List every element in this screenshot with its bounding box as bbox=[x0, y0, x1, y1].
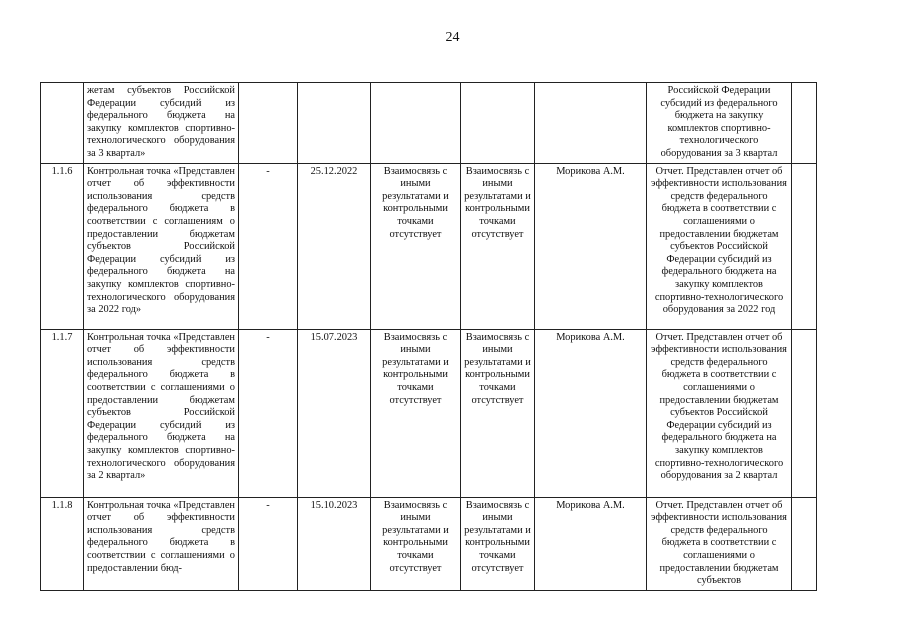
row-relation-1 bbox=[371, 83, 461, 164]
row-description: жетам субъектов Российской Федерации субсидий из федерального бюджета на закупку комплектов спортивно-технологического оборудования за 3 квартал» bbox=[84, 83, 239, 164]
row-date: 15.07.2023 bbox=[298, 329, 371, 497]
page-number: 24 bbox=[445, 30, 460, 45]
row-relation-1: Взаимосвязь с иными результатами и контрольными точками отсутствует bbox=[371, 163, 461, 329]
table-row bbox=[41, 83, 817, 164]
row-responsible bbox=[535, 83, 647, 164]
row-extra bbox=[792, 83, 817, 164]
row-extra bbox=[792, 329, 817, 497]
row-relation-1: Взаимосвязь с иными результатами и контрольными точками отсутствует bbox=[371, 497, 461, 590]
row-date: 25.12.2022 bbox=[298, 163, 371, 329]
row-number: 1.1.7 bbox=[41, 329, 84, 497]
row-base-value: - bbox=[239, 329, 298, 497]
control-points-table bbox=[40, 82, 817, 591]
row-base-value: - bbox=[239, 163, 298, 329]
row-document: Отчет. Представлен отчет об эффективности использования средств федерального бюджета в соответствии с соглашениями о предоставлении бюджетам субъектов Российской Федерации субсидий из федерального бюджета на закупку комплектов спортивно-технологического оборудования за 2022 год bbox=[647, 163, 792, 329]
row-relation-2: Взаимосвязь с иными результатами и контрольными точками отсутствует bbox=[461, 329, 535, 497]
row-relation-1: Взаимосвязь с иными результатами и контрольными точками отсутствует bbox=[371, 329, 461, 497]
row-extra bbox=[792, 163, 817, 329]
row-document: Отчет. Представлен отчет об эффективности использования средств федерального бюджета в соответствии с соглашениями о предоставлении бюджетам субъектов bbox=[647, 497, 792, 590]
row-relation-2 bbox=[461, 83, 535, 164]
row-number bbox=[41, 83, 84, 164]
row-base-value: - bbox=[239, 497, 298, 590]
table-row bbox=[41, 497, 817, 590]
row-document: Российской Федерации субсидий из федерального бюджета на закупку комплектов спортивно-технологического оборудования за 3 квартал bbox=[647, 83, 792, 164]
row-date: 15.10.2023 bbox=[298, 497, 371, 590]
table-row bbox=[41, 329, 817, 497]
row-number: 1.1.6 bbox=[41, 163, 84, 329]
row-responsible: Морикова А.М. bbox=[535, 497, 647, 590]
table-row bbox=[41, 163, 817, 329]
row-responsible: Морикова А.М. bbox=[535, 329, 647, 497]
row-number: 1.1.8 bbox=[41, 497, 84, 590]
row-extra bbox=[792, 497, 817, 590]
row-description: Контрольная точка «Представлен отчет об эффективности использования средств федерального бюджета в соответствии с соглашениями о предоставлении бюд- bbox=[84, 497, 239, 590]
row-description: Контрольная точка «Представлен отчет об эффективности использования средств федерального бюджета в соответствии с соглашениями о предоставлении бюджетам субъектов Российской Федерации субсидий из федерального бюджета на закупку комплектов спортивно-технологического оборудования за 2 квартал» bbox=[84, 329, 239, 497]
row-base-value bbox=[239, 83, 298, 164]
row-document: Отчет. Представлен отчет об эффективности использования средств федерального бюджета в соответствии с соглашениями о предоставлении бюджетам субъектов Российской Федерации субсидий из федерального бюджета на закупку комплектов спортивно-технологического оборудования за 2 квартал bbox=[647, 329, 792, 497]
row-relation-2: Взаимосвязь с иными результатами и контрольными точками отсутствует bbox=[461, 163, 535, 329]
row-responsible: Морикова А.М. bbox=[535, 163, 647, 329]
row-description: Контрольная точка «Представлен отчет об эффективности использования средств федерального бюджета в соответствии с соглашениям о предоставлении бюджетам субъектов Российской Федерации субсидий из федерального бюджета на закупку комплектов спортивно-технологического оборудования за 2022 год» bbox=[84, 163, 239, 329]
row-relation-2: Взаимосвязь с иными результатами и контрольными точками отсутствует bbox=[461, 497, 535, 590]
row-date bbox=[298, 83, 371, 164]
